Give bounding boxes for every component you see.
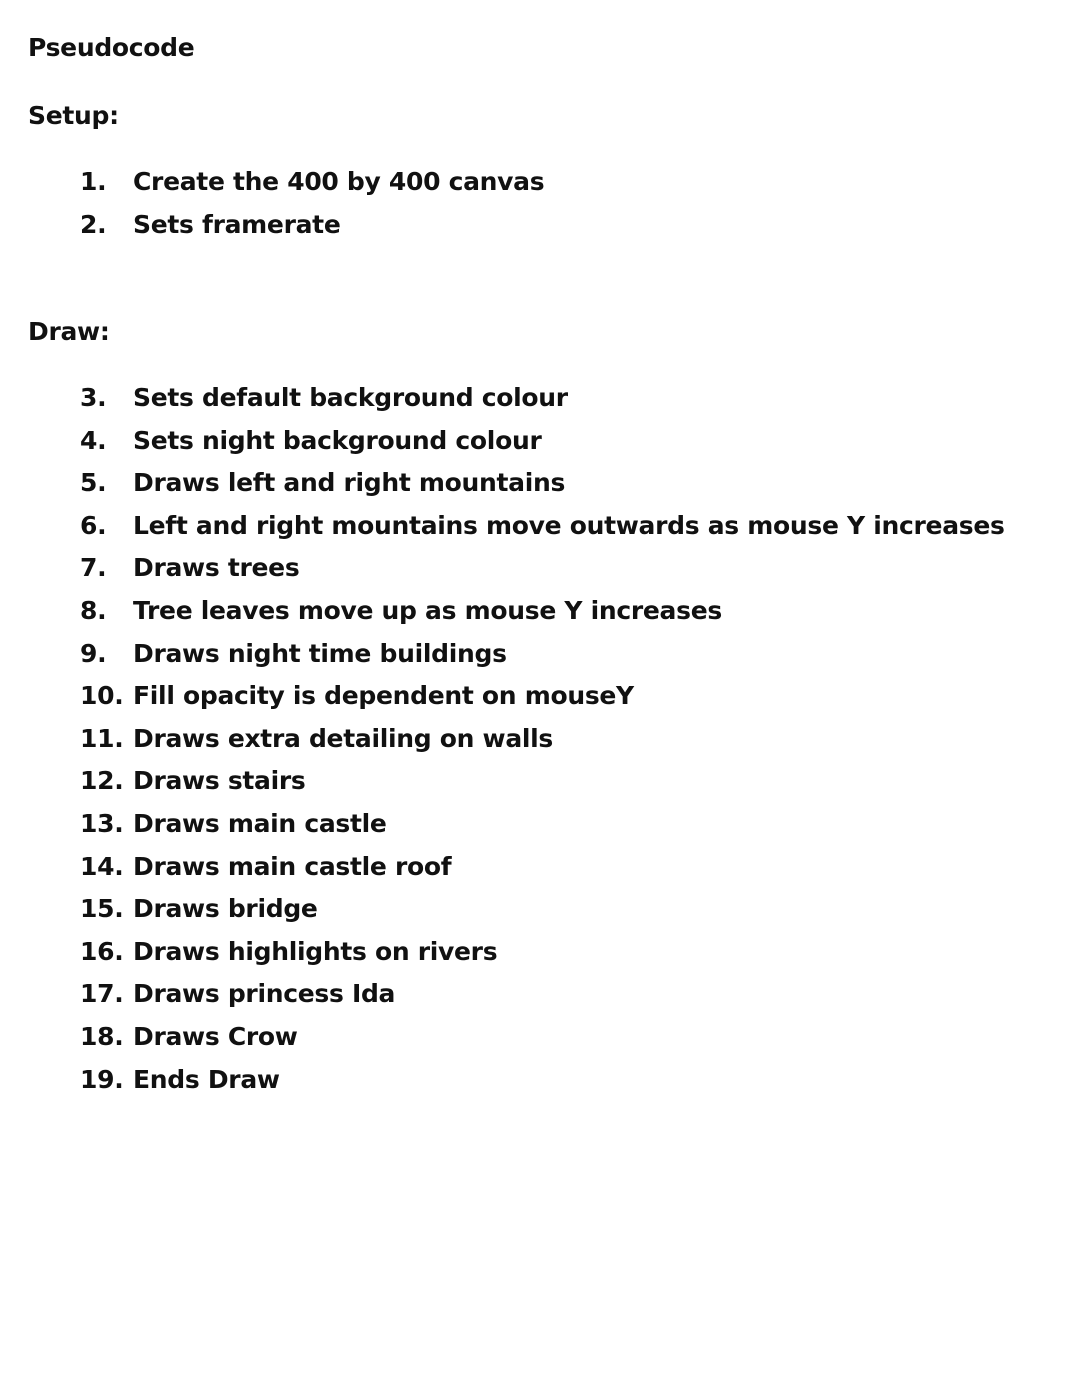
list-item (80, 210, 544, 253)
step-number: 7. (80, 553, 107, 583)
draw-steps-list (80, 383, 1005, 1107)
step-text: Draws Crow (133, 1021, 298, 1051)
step-number: 8. (80, 595, 107, 625)
list-item (80, 596, 1005, 639)
step-text: Sets default background colour (133, 383, 568, 412)
step-text: Draws main castle roof (133, 851, 452, 881)
step-text: Draws highlights on rivers (133, 936, 498, 966)
step-number: 4. (80, 425, 107, 455)
step-number: 19. (80, 1064, 124, 1094)
step-text: Tree leaves move up as mouse Y increases (133, 595, 722, 625)
list-item (80, 681, 1005, 724)
step-number: 1. (80, 167, 107, 196)
setup-heading: Setup: (28, 101, 119, 130)
step-number: 17. (80, 979, 124, 1009)
step-number: 3. (80, 383, 107, 412)
step-text: Draws main castle (133, 808, 387, 838)
list-item (80, 383, 1005, 426)
step-text: Draws trees (133, 553, 300, 583)
list-item (80, 724, 1005, 767)
list-item (80, 852, 1005, 895)
list-item (80, 894, 1005, 937)
step-number: 14. (80, 851, 124, 881)
list-item (80, 511, 1005, 554)
step-text: Draws bridge (133, 894, 318, 924)
step-text: Draws princess Ida (133, 979, 396, 1009)
step-text: Ends Draw (133, 1064, 280, 1094)
list-item (80, 1065, 1005, 1108)
step-text: Sets framerate (133, 209, 341, 239)
step-number: 12. (80, 766, 124, 796)
list-item (80, 426, 1005, 469)
step-text: Draws night time buildings (133, 638, 507, 668)
step-text: Draws stairs (133, 766, 306, 796)
step-number: 10. (80, 681, 124, 711)
list-item (80, 979, 1005, 1022)
step-number: 16. (80, 936, 124, 966)
list-item (80, 937, 1005, 980)
step-number: 13. (80, 808, 124, 838)
list-item (80, 1022, 1005, 1065)
list-item (80, 553, 1005, 596)
list-item (80, 167, 544, 210)
step-text: Left and right mountains move outwards as mouse Y increases (133, 510, 1005, 540)
step-text: Create the 400 by 400 canvas (133, 167, 545, 196)
step-number: 15. (80, 894, 124, 924)
step-text: Draws left and right mountains (133, 468, 566, 498)
step-number: 9. (80, 638, 107, 668)
step-text: Fill opacity is dependent on mouseY (133, 681, 634, 711)
list-item (80, 809, 1005, 852)
step-number: 11. (80, 723, 124, 753)
step-number: 6. (80, 510, 107, 540)
list-item (80, 766, 1005, 809)
list-item (80, 639, 1005, 682)
list-item (80, 468, 1005, 511)
page-title: Pseudocode (28, 33, 195, 62)
draw-heading: Draw: (28, 317, 110, 346)
step-number: 2. (80, 209, 107, 239)
step-text: Draws extra detailing on walls (133, 723, 554, 753)
setup-steps-list (80, 167, 544, 252)
step-text: Sets night background colour (133, 425, 542, 455)
step-number: 5. (80, 468, 107, 498)
step-number: 18. (80, 1021, 124, 1051)
